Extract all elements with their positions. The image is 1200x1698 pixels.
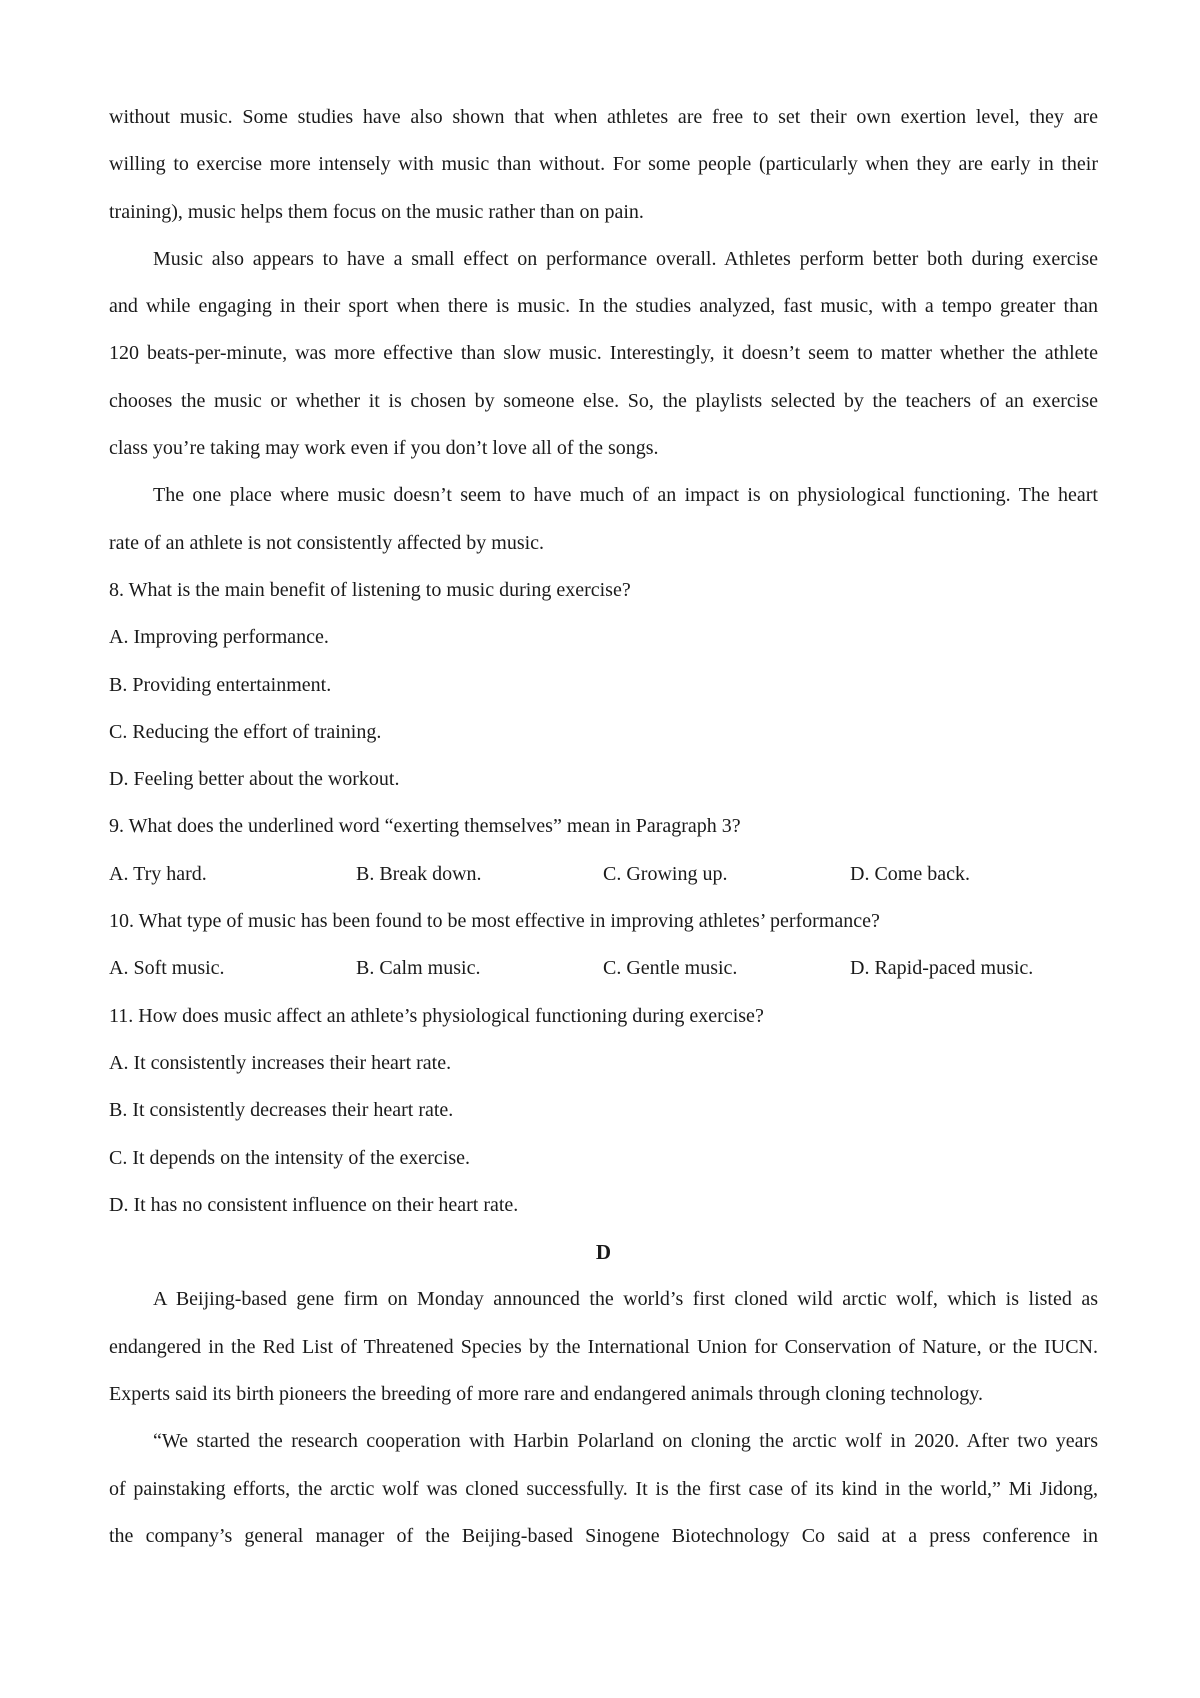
passage-d-paragraph-2 (109, 1418, 1098, 1560)
answer-option: C. Gentle music. (603, 957, 738, 980)
text-line: class you’re taking may work even if you don’t love all of the songs. (109, 437, 659, 460)
answer-option: A. It consistently increases their heart rate. (109, 1051, 452, 1074)
answer-option: B. Providing entertainment. (109, 673, 332, 696)
passage-c-paragraph-2-tail (109, 94, 1098, 236)
answer-option: B. It consistently decreases their heart rate. (109, 1099, 454, 1122)
answer-option: B. Break down. (356, 862, 482, 885)
text-line: Experts said its birth pioneers the breeding of more rare and endangered animals through cloning technology. (109, 1383, 983, 1406)
question-stem: 10. What type of music has been found to be most effective in improving athletes’ performance? (109, 910, 880, 933)
text-line: 120 beats-per-minute, was more effective than slow music. Interestingly, it doesn’t seem to matter whether the athlete (109, 342, 1098, 365)
text-line: The one place where music doesn’t seem to have much of an impact is on physiological functioning. The heart (153, 484, 1098, 507)
answer-option: D. It has no consistent influence on their heart rate. (109, 1193, 519, 1216)
text-line: training), music helps them focus on the music rather than on pain. (109, 200, 644, 223)
question-10 (109, 898, 1098, 993)
answer-option: C. Reducing the effort of training. (109, 720, 382, 743)
text-line: “We started the research cooperation with Harbin Polarland on cloning the arctic wolf in 2020. After two years (153, 1430, 1098, 1453)
question-stem: 8. What is the main benefit of listening to music during exercise? (109, 578, 631, 601)
answer-option: A. Soft music. (109, 957, 225, 980)
answer-options-row (109, 945, 1098, 992)
question-stem: 9. What does the underlined word “exerting themselves” mean in Paragraph 3? (109, 815, 741, 838)
answer-options-row (109, 851, 1098, 898)
text-line: of painstaking efforts, the arctic wolf was cloned successfully. It is the first case of its kind in the world,” Mi Jidong, (109, 1477, 1098, 1500)
section-heading: D (595, 1240, 612, 1265)
answer-option: A. Try hard. (109, 862, 207, 885)
passage-c-paragraph-3 (109, 236, 1098, 472)
text-line: the company’s general manager of the Beijing-based Sinogene Biotechnology Co said at a press conference in (109, 1524, 1098, 1547)
answer-option: C. Growing up. (603, 862, 728, 885)
answer-option: A. Improving performance. (109, 626, 329, 649)
passage-c-paragraph-4 (109, 472, 1098, 567)
answer-option: C. It depends on the intensity of the exercise. (109, 1146, 471, 1169)
answer-option: D. Feeling better about the workout. (109, 768, 400, 791)
question-11 (109, 993, 1098, 1229)
text-line: without music. Some studies have also shown that when athletes are free to set their own exertion level, they are (109, 106, 1098, 128)
passage-d-paragraph-1 (109, 1276, 1098, 1418)
text-line: A Beijing-based gene firm on Monday announced the world’s first cloned wild arctic wolf, which is listed as (153, 1288, 1098, 1311)
text-line: and while engaging in their sport when there is music. In the studies analyzed, fast music, with a tempo greater than (109, 295, 1098, 318)
question-stem: 11. How does music affect an athlete’s physiological functioning during exercise? (109, 1004, 764, 1027)
question-9 (109, 803, 1098, 898)
text-line: Music also appears to have a small effect on performance overall. Athletes perform better both during exercise (153, 247, 1098, 270)
text-line: willing to exercise more intensely with music than without. For some people (particularly when they are early in their (109, 153, 1098, 176)
text-line: rate of an athlete is not consistently affected by music. (109, 531, 545, 554)
answer-option: D. Rapid-paced music. (850, 957, 1034, 980)
question-8 (109, 567, 1098, 803)
text-line: endangered in the Red List of Threatened Species by the International Union for Conservation of Nature, or the IUCN. (109, 1335, 1098, 1358)
text-line: chooses the music or whether it is chosen by someone else. So, the playlists selected by the teachers of an exercise (109, 389, 1098, 412)
answer-option: B. Calm music. (356, 957, 481, 980)
answer-option: D. Come back. (850, 862, 970, 885)
